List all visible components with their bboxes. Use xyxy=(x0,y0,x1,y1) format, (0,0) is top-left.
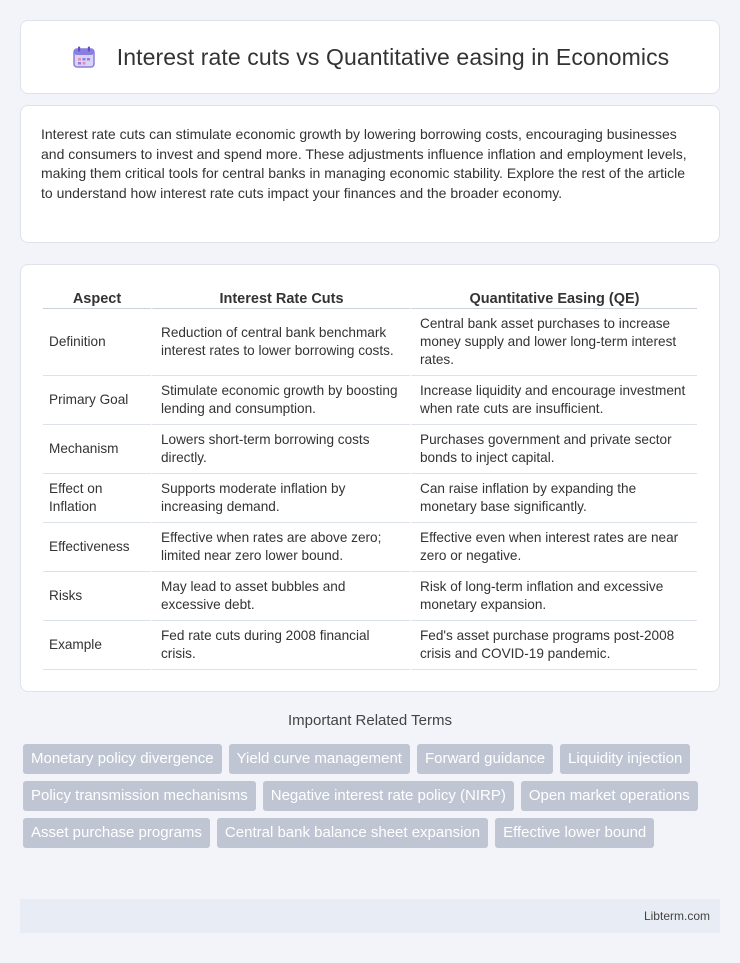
row-rate-cuts: Effective when rates are above zero; limited near zero lower bound. xyxy=(151,523,410,572)
row-aspect: Risks xyxy=(43,572,151,621)
related-term-tag[interactable]: Forward guidance xyxy=(417,744,553,774)
row-qe: Increase liquidity and encourage investment when rate cuts are insufficient. xyxy=(410,376,697,425)
footer-brand[interactable]: Libterm.com xyxy=(643,909,710,923)
comparison-table-card xyxy=(20,264,720,692)
table-row xyxy=(43,572,697,621)
related-terms-list xyxy=(23,744,723,848)
row-rate-cuts: Fed rate cuts during 2008 financial crisis. xyxy=(151,621,410,670)
table-row xyxy=(43,376,697,425)
row-qe: Effective even when interest rates are near zero or negative. xyxy=(410,523,697,572)
related-term-tag[interactable]: Liquidity injection xyxy=(560,744,690,774)
intro-card xyxy=(20,105,720,243)
related-term-tag[interactable]: Open market operations xyxy=(521,781,698,811)
table-row xyxy=(43,621,697,670)
header-quantitative-easing: Quantitative Easing (QE) xyxy=(410,285,697,309)
related-term-tag[interactable]: Asset purchase programs xyxy=(23,818,210,848)
related-terms-heading: Important Related Terms xyxy=(288,712,452,729)
row-aspect: Example xyxy=(43,621,151,670)
row-rate-cuts: Stimulate economic growth by boosting lending and consumption. xyxy=(151,376,410,425)
header-interest-rate-cuts: Interest Rate Cuts xyxy=(151,285,410,309)
related-term-tag[interactable]: Yield curve management xyxy=(229,744,410,774)
related-term-tag[interactable]: Effective lower bound xyxy=(495,818,654,848)
header-aspect: Aspect xyxy=(43,285,151,309)
title-card xyxy=(20,20,720,94)
related-term-tag[interactable]: Negative interest rate policy (NIRP) xyxy=(263,781,514,811)
comparison-table xyxy=(43,285,697,670)
row-aspect: Definition xyxy=(43,309,151,376)
row-qe: Can raise inflation by expanding the monetary base significantly. xyxy=(410,474,697,523)
row-rate-cuts: Reduction of central bank benchmark interest rates to lower borrowing costs. xyxy=(151,309,410,376)
table-row xyxy=(43,309,697,376)
related-term-tag[interactable]: Central bank balance sheet expansion xyxy=(217,818,488,848)
table-row xyxy=(43,523,697,572)
row-qe: Risk of long-term inflation and excessive monetary expansion. xyxy=(410,572,697,621)
related-term-tag[interactable]: Monetary policy divergence xyxy=(23,744,222,774)
row-qe: Purchases government and private sector bonds to inject capital. xyxy=(410,425,697,474)
row-aspect: Primary Goal xyxy=(43,376,151,425)
row-qe: Fed's asset purchase programs post-2008 crisis and COVID-19 pandemic. xyxy=(410,621,697,670)
table-row xyxy=(43,474,697,523)
row-rate-cuts: Lowers short-term borrowing costs directly. xyxy=(151,425,410,474)
page-title: Interest rate cuts vs Quantitative easing in Economics xyxy=(116,43,670,70)
row-aspect: Mechanism xyxy=(43,425,151,474)
calendar-icon xyxy=(71,44,97,70)
row-rate-cuts: May lead to asset bubbles and excessive debt. xyxy=(151,572,410,621)
intro-text: Interest rate cuts can stimulate economic growth by lowering borrowing costs, encouraging businesses and consumers to invest and spend more. These adjustments influence inflation and employment levels, making them critical tools for central banks in managing economic stability. Explore the rest of the article to understand how interest rate cuts impact your finances and the broader economy. xyxy=(41,126,687,201)
footer xyxy=(20,899,720,933)
row-rate-cuts: Supports moderate inflation by increasing demand. xyxy=(151,474,410,523)
row-aspect: Effect on Inflation xyxy=(43,474,151,523)
row-aspect: Effectiveness xyxy=(43,523,151,572)
row-qe: Central bank asset purchases to increase money supply and lower long-term interest rates. xyxy=(410,309,697,376)
table-row xyxy=(43,425,697,474)
related-term-tag[interactable]: Policy transmission mechanisms xyxy=(23,781,256,811)
